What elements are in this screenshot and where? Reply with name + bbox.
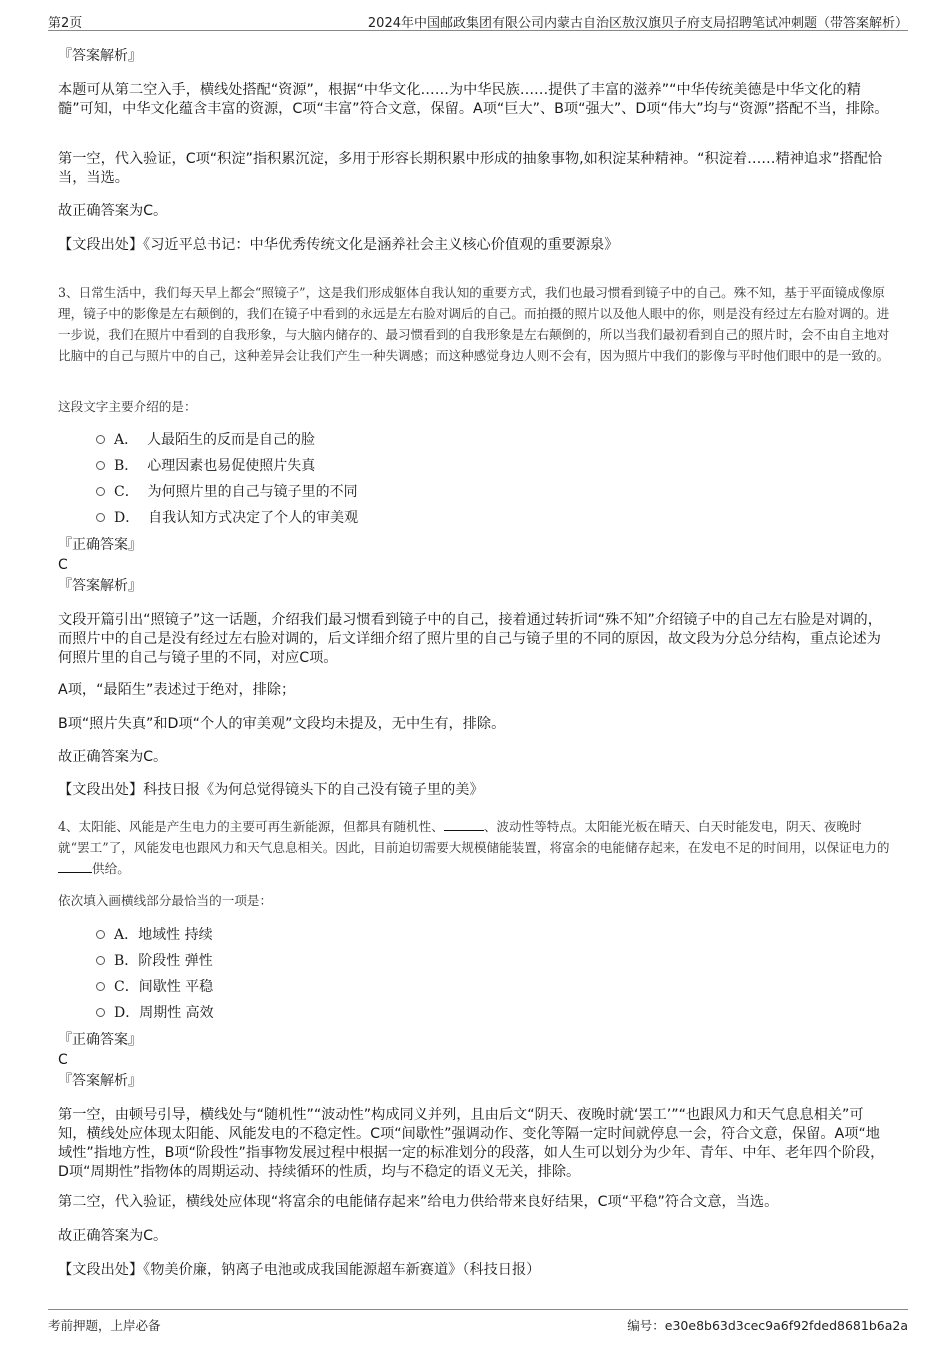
footer-slogan: 考前押题，上岸必备 (48, 1318, 161, 1333)
option-text: 周期性 高效 (139, 1005, 214, 1021)
q4-passage-part: 4、太阳能、风能是产生电力的主要可再生新能源，但都具有随机性、 (58, 819, 444, 834)
q3-option-d[interactable] (96, 508, 358, 528)
page-number: 第2页 (48, 16, 83, 31)
q2-source: 【文段出处】《习近平总书记：中华优秀传统文化是涵养社会主义核心价值观的重要源泉》 (58, 237, 619, 253)
option-letter: B． (114, 953, 139, 969)
q2-analysis-paragraph: 本题可从第二空入手，横线处搭配“资源”，根据“中华文化……为中华民族……提供了丰富的滋养”“中华传统美德是中华文化的精髓”可知，中华文化蕴含丰富的资源，C项“丰富”符合文意，保留。A项“巨大”、B项“强大”、D项“伟大”均与“资源”搭配不当，排除。 (58, 82, 889, 117)
option-letter: D． (114, 510, 140, 526)
q4-analysis-paragraph: 第一空，由顿号引导，横线处与“随机性”“波动性”构成同义并列，且由后文“阴天、夜晚时就‘罢工’”“也跟风力和天气息息相关”可知，横线处应体现太阳能、风能发电的不稳定性。C项“间歇性”强调动作、变化等隔一定时间就停息一会，符合文意，保留。A项“地域性”指地方性，B项“阶段性”指事物发展过程中根据一定的标准划分的段落，如人生可以划分为少年、青年、中年、老年四个阶段，D项“周期性”指物体的周期运动、持续循环的性质，均与不稳定的语义无关，排除。 (58, 1107, 885, 1180)
option-letter: A． (114, 432, 139, 448)
option-text: 心理因素也易促使照片失真 (147, 458, 316, 474)
q2-answer-conclusion: 故正确答案为C。 (58, 203, 168, 219)
document-id: 编号：e30e8b63d3cec9a6f92fded8681b6a2a (627, 1318, 908, 1333)
radio-button[interactable] (96, 1008, 105, 1017)
option-text: 自我认知方式决定了个人的审美观 (148, 510, 359, 526)
q3-source: 【文段出处】科技日报《为何总觉得镜头下的自己没有镜子里的美》 (58, 782, 484, 798)
q4-option-d[interactable] (96, 1003, 214, 1023)
q3-analysis-paragraph: 文段开篇引出“照镜子”这一话题，介绍我们最习惯看到镜子中的自己，接着通过转折词“殊不知”介绍镜子中的自己左右脸是对调的，而照片中的自己是没有经过左右脸对调的，后文详细介绍了照片里的自己与镜子里的不同的原因，故文段为分总分结构，重点论述为何照片里的自己与镜子里的不同，对应C项。 (58, 612, 882, 666)
radio-button[interactable] (96, 956, 105, 965)
q4-analysis-label: 『答案解析』 (58, 1073, 142, 1089)
option-letter: C． (114, 484, 139, 500)
option-letter: C． (114, 979, 139, 995)
q3-option-c[interactable] (96, 482, 358, 502)
option-text: 人最陌生的反而是自己的脸 (147, 432, 316, 448)
q3-answer-conclusion: 故正确答案为C。 (58, 749, 168, 765)
fill-blank (444, 818, 484, 831)
q4-stem: 依次填入画横线部分最恰当的一项是： (58, 893, 273, 908)
q4-analysis-paragraph: 第二空，代入验证，横线处应体现“将富余的电能储存起来”给电力供给带来良好结果，C项“平稳”符合文意，当选。 (58, 1194, 779, 1210)
q3-option-a[interactable] (96, 430, 315, 450)
q4-option-a[interactable] (96, 925, 213, 945)
fill-blank (58, 860, 92, 873)
option-text: 地域性 持续 (138, 927, 213, 943)
option-letter: A． (114, 927, 139, 943)
q4-passage-part: 供给。 (92, 861, 130, 876)
q2-analysis-label: 『答案解析』 (58, 48, 142, 64)
radio-button[interactable] (96, 435, 105, 444)
q3-analysis-label: 『答案解析』 (58, 578, 142, 594)
q3-correct-answer: C (58, 557, 68, 573)
q3-stem: 这段文字主要介绍的是： (58, 399, 197, 414)
radio-button[interactable] (96, 930, 105, 939)
q3-option-b[interactable] (96, 456, 315, 476)
radio-button[interactable] (96, 982, 105, 991)
q3-analysis-paragraph: B项“照片失真”和D项“个人的审美观”文段均未提及，无中生有，排除。 (58, 716, 506, 732)
q4-correct-label: 『正确答案』 (58, 1032, 142, 1048)
option-text: 阶段性 弹性 (138, 953, 213, 969)
q4-option-c[interactable] (96, 977, 213, 997)
q4-correct-answer: C (58, 1052, 68, 1068)
q4-passage (58, 816, 890, 879)
q4-answer-conclusion: 故正确答案为C。 (58, 1228, 168, 1244)
option-letter: B． (114, 458, 139, 474)
radio-button[interactable] (96, 487, 105, 496)
page-header (48, 8, 908, 31)
radio-button[interactable] (96, 461, 105, 470)
document-title: 2024年中国邮政集团有限公司内蒙古自治区敖汉旗贝子府支局招聘笔试冲刺题（带答案解析） (367, 16, 908, 31)
option-text: 为何照片里的自己与镜子里的不同 (147, 484, 358, 500)
q3-analysis-paragraph: A项，“最陌生”表述过于绝对，排除； (58, 682, 296, 698)
q2-analysis-paragraph: 第一空，代入验证，C项“积淀”指积累沉淀，多用于形容长期积累中形成的抽象事物,如积淀某种精神。“积淀着……精神追求”搭配恰当，当选。 (58, 151, 883, 186)
option-letter: D． (114, 1005, 140, 1021)
q4-option-b[interactable] (96, 951, 213, 971)
page-footer (48, 1309, 908, 1338)
radio-button[interactable] (96, 513, 105, 522)
q3-correct-label: 『正确答案』 (58, 537, 142, 553)
option-text: 间歇性 平稳 (138, 979, 214, 995)
q4-passage-part: 、波动性等特点。太阳能光板在晴天、白天时能发电，阴天、夜晚时就“罢工”了，风能发电也跟风力和天气息息相关。因此，目前迫切需要大规模储能装置，将富余的电能储存起来，在发电不足的时间用，以保证电力的 (58, 819, 890, 855)
q4-source: 【文段出处】《物美价廉，钠离子电池或成我国能源超车新赛道》（科技日报） (58, 1262, 541, 1278)
q3-passage: 3、日常生活中，我们每天早上都会“照镜子”，这是我们形成躯体自我认知的重要方式，我们也最习惯看到镜子中的自己。殊不知，基于平面镜成像原理，镜子中的影像是左右颠倒的，我们在镜子中看到的永远是左右脸对调后的自己。而拍摄的照片以及他人眼中的你，则是没有经过左右脸对调的。进一步说，我们在照片中看到的自我形象，与大脑内储存的、最习惯看到的自我形象是左右颠倒的，所以当我们最初看到自己的照片时，会不由自主地对比脑中的自己与照片中的自己，这种差异会让我们产生一种失调感；而这种感觉身边人则不会有，因为照片中我们的影像与平时他们眼中的是一致的。 (58, 285, 890, 363)
